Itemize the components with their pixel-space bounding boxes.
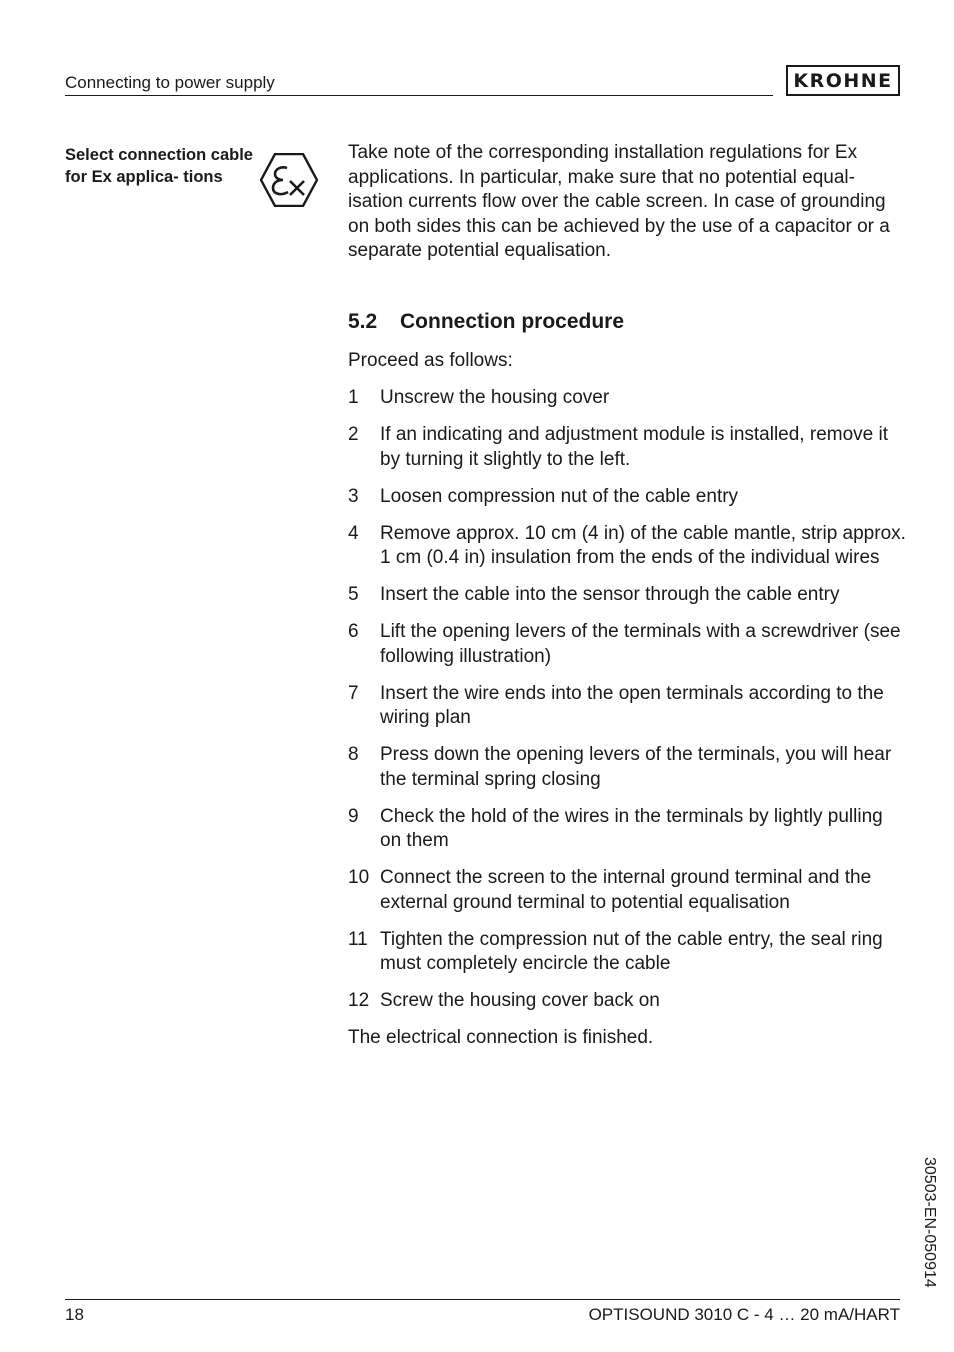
step-number: 1 — [348, 387, 359, 408]
lead-text: Proceed as follows: — [348, 349, 513, 371]
logo-text: KROHNE — [793, 69, 893, 92]
step-number: 11 — [348, 928, 368, 950]
page-number: 18 — [65, 1305, 84, 1324]
step-item — [348, 485, 908, 510]
step-item — [348, 620, 908, 669]
step-item — [348, 743, 908, 792]
document-code: 30503-EN-050914 — [921, 1157, 938, 1288]
step-item — [348, 682, 908, 731]
step-item — [348, 423, 908, 472]
step-text: If an indicating and adjustment module is installed, remove it by turning it slightly to the left. — [380, 424, 888, 470]
step-number: 6 — [348, 621, 359, 642]
closing-text: The electrical connection is finished. — [348, 1027, 654, 1048]
krohne-logo — [786, 65, 900, 96]
step-text: Unscrew the housing cover — [380, 387, 610, 408]
header-divider — [65, 95, 773, 96]
step-number: 4 — [348, 522, 359, 544]
step-item — [348, 522, 908, 571]
step-text: Lift the opening levers of the terminals with a screwdriver (see following illustration) — [380, 621, 901, 667]
step-item — [348, 805, 908, 854]
step-number: 10 — [348, 867, 370, 888]
step-text: Screw the housing cover back on — [380, 990, 660, 1011]
step-item — [348, 928, 908, 977]
step-number: 5 — [348, 584, 359, 605]
step-text: Check the hold of the wires in the terminals by lightly pulling on them — [380, 805, 883, 851]
step-item — [348, 583, 908, 608]
step-text: Remove approx. 10 cm (4 in) of the cable mantle, strip approx. 1 cm (0.4 in) insulation from the ends of the individual wires — [380, 522, 906, 568]
step-number: 3 — [348, 485, 359, 507]
step-number: 12 — [348, 990, 370, 1011]
step-number: 7 — [348, 682, 359, 704]
step-number: 8 — [348, 744, 359, 765]
steps-list — [348, 386, 908, 1014]
step-text: Tighten the compression nut of the cable entry, the seal ring must completely encircle the cable — [380, 928, 883, 974]
step-text: Loosen compression nut of the cable entry — [380, 485, 739, 507]
footer-divider — [65, 1299, 900, 1300]
step-item — [348, 386, 908, 411]
header-section-title: Connecting to power supply — [65, 73, 275, 92]
step-text: Insert the wire ends into the open terminals according to the wiring plan — [380, 682, 884, 728]
step-number: 2 — [348, 424, 359, 445]
section-heading — [348, 309, 908, 335]
step-text: Insert the cable into the sensor through the cable entry — [380, 584, 840, 605]
step-number: 9 — [348, 805, 359, 827]
step-item — [348, 866, 908, 915]
intro-paragraph: Take note of the corresponding installation regulations for Ex applications. In particular, make sure that no potential equal- isation currents flow over the cable screen. In case of grounding on both sides this can be achieved by the use of a capacitor or a separate potential equalisation. — [348, 142, 890, 261]
step-text: Press down the opening levers of the terminals, you will hear the terminal spring closing — [380, 744, 892, 790]
section-number: 5.2 — [348, 309, 378, 333]
step-item — [348, 989, 908, 1014]
step-text: Connect the screen to the internal ground terminal and the external ground terminal to potential equalisation — [380, 867, 872, 913]
section-title: Connection procedure — [400, 309, 625, 333]
ex-icon — [260, 153, 318, 207]
main-content — [348, 141, 908, 1051]
margin-note: Select connection cable for Ex applica- tions — [65, 146, 253, 186]
product-name: OPTISOUND 3010 C - 4 … 20 mA/HART — [588, 1305, 900, 1324]
